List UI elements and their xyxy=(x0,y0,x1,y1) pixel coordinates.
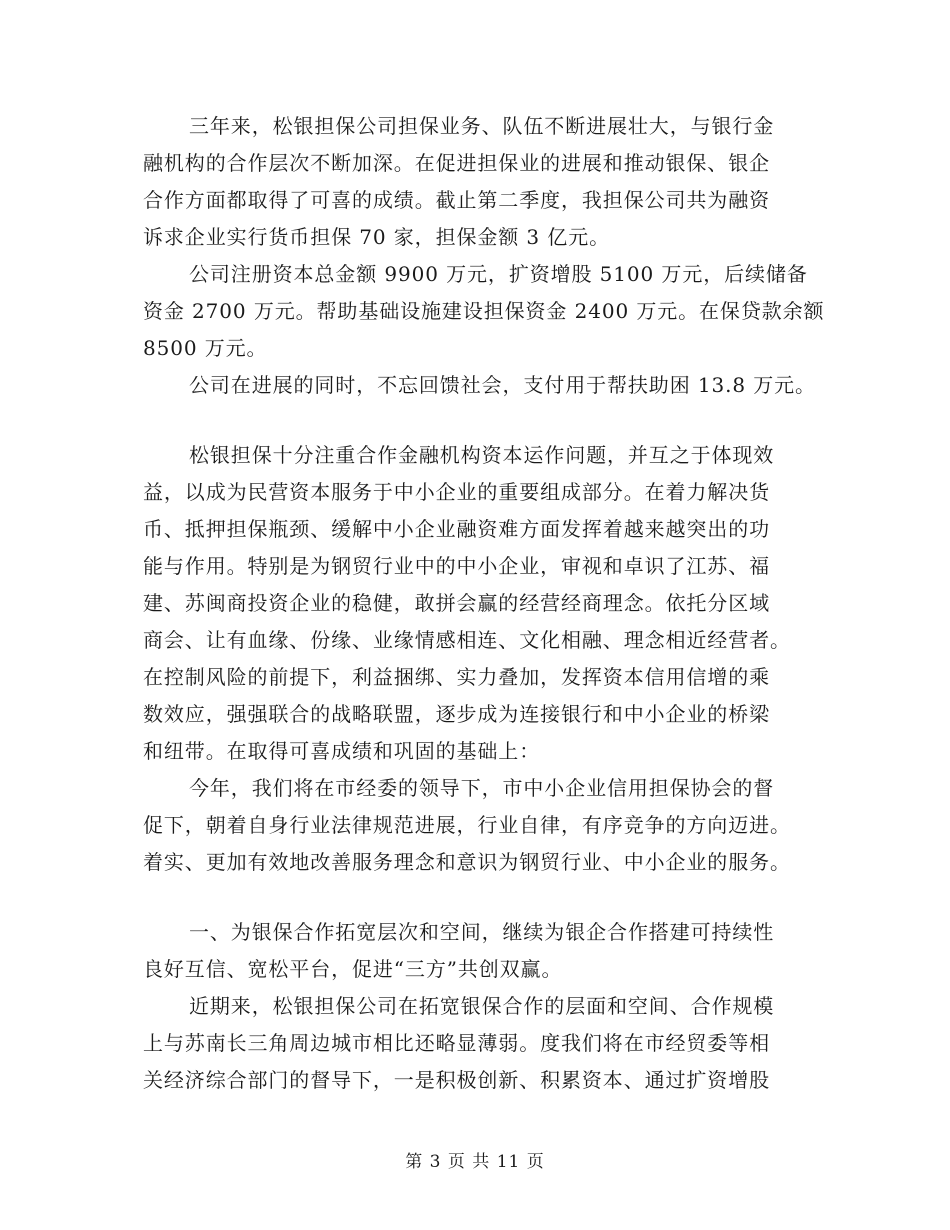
text-line: 和纽带。在取得可喜成绩和巩固的基础上： xyxy=(143,739,541,763)
text-line: 一、为银保合作拓宽层次和空间，继续为银企合作搭建可持续性 xyxy=(189,920,775,944)
text-line: 着实、更加有效地改善服务理念和意识为钢贸行业、中小企业的服务。 xyxy=(143,850,791,874)
text-line: 今年，我们将在市经委的领导下，市中小企业信用担保协会的督 xyxy=(189,776,775,800)
text-line: 良好互信、宽松平台，促进“三方”共创双赢。 xyxy=(143,957,563,981)
text-line: 商会、让有血缘、份缘、业缘情感相连、文化相融、理念相近经营者。 xyxy=(143,628,791,652)
text-line: 近期来，松银担保公司在拓宽银保合作的层面和空间、合作规模 xyxy=(189,994,775,1018)
text-line: 松银担保十分注重合作金融机构资本运作问题，并互之于体现效 xyxy=(189,443,775,467)
text-line: 数效应，强强联合的战略联盟，逐步成为连接银行和中小企业的桥梁 xyxy=(143,702,770,726)
text-line: 资金 2700 万元。帮助基础设施建设担保资金 2400 万元。在保贷款余额 xyxy=(143,299,825,323)
text-line: 益，以成为民营资本服务于中小企业的重要组成部分。在着力解决货 xyxy=(143,480,770,504)
text-line: 能与作用。特别是为钢贸行业中的中小企业，审视和卓识了江苏、福 xyxy=(143,554,770,578)
text-line: 公司在进展的同时，不忘回馈社会，支付用于帮扶助困 13.8 万元。 xyxy=(189,373,816,397)
text-line: 三年来，松银担保公司担保业务、队伍不断进展壮大，与银行金 xyxy=(189,114,775,138)
text-line: 融机构的合作层次不断加深。在促进担保业的进展和推动银保、银企 xyxy=(143,151,770,175)
text-line: 8500 万元。 xyxy=(143,336,268,360)
text-line: 合作方面都取得了可喜的成绩。截止第二季度，我担保公司共为融资 xyxy=(143,188,770,212)
text-line: 建、苏闽商投资企业的稳健，敢拼会赢的经营经商理念。依托分区域 xyxy=(143,591,770,615)
text-line: 在控制风险的前提下，利益捆绑、实力叠加，发挥资本信用信增的乘 xyxy=(143,665,770,689)
text-line: 促下，朝着自身行业法律规范进展，行业自律，有序竞争的方向迈进。 xyxy=(143,813,791,837)
text-line: 诉求企业实行货币担保 70 家，担保金额 3 亿元。 xyxy=(143,225,611,249)
text-line: 上与苏南长三角周边城市相比还略显薄弱。度我们将在市经贸委等相 xyxy=(143,1031,770,1055)
text-line: 币、抵押担保瓶颈、缓解中小企业融资难方面发挥着越来越突出的功 xyxy=(143,517,770,541)
text-line: 关经济综合部门的督导下，一是积极创新、积累资本、通过扩资增股 xyxy=(143,1068,770,1092)
text-line: 公司注册资本总金额 9900 万元，扩资增股 5100 万元，后续储备 xyxy=(189,262,808,286)
page-number-footer: 第 3 页 共 11 页 xyxy=(405,1152,545,1172)
